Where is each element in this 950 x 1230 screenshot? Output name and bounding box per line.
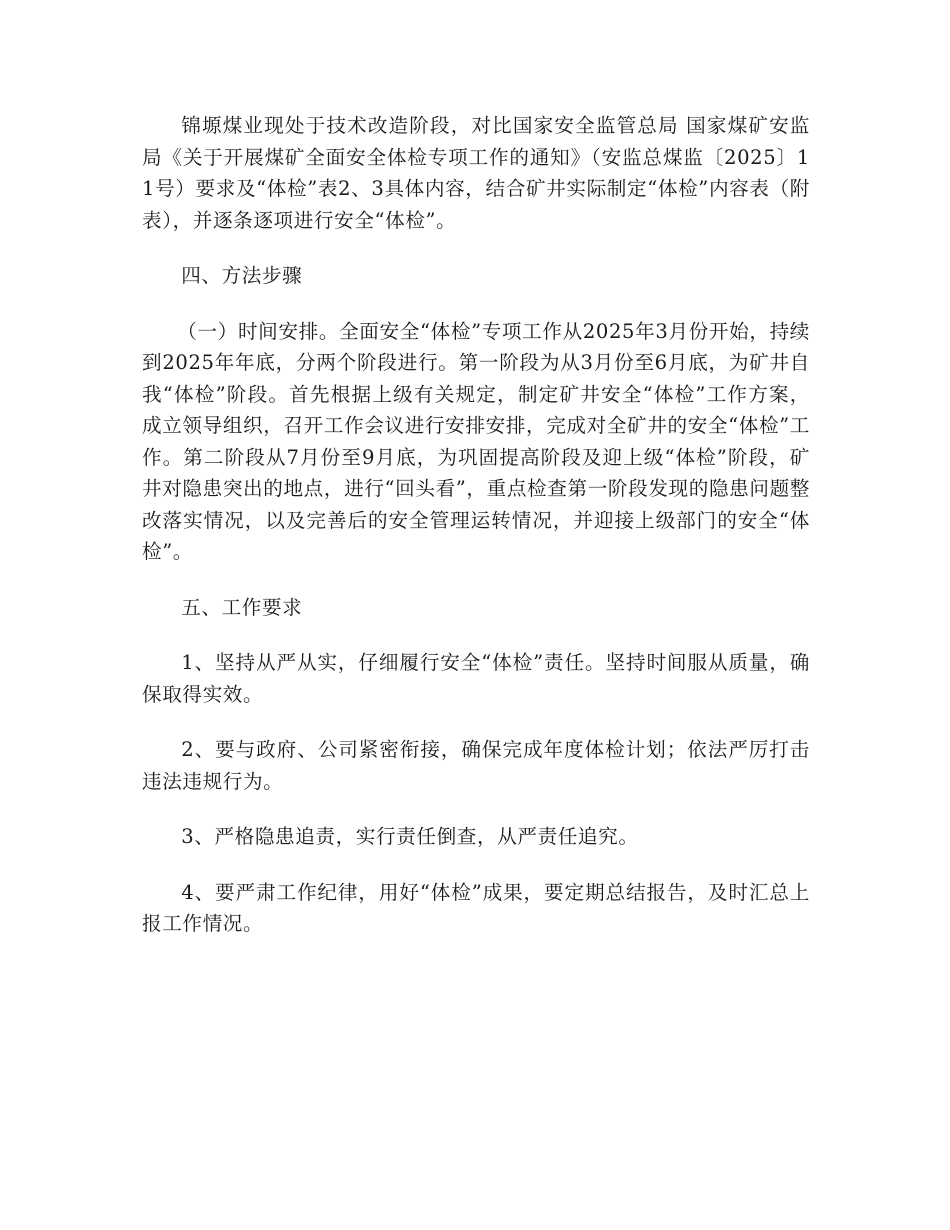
section-4-heading: 四、方法步骤 bbox=[181, 264, 303, 287]
requirement-3-paragraph: 3、严格隐患追责，实行责任倒查，从严责任追究。 bbox=[181, 825, 639, 848]
requirement-2-paragraph: 2、要与政府、公司紧密衔接，确保完成年度体检计划；依法严厉打击违法违规行为。 bbox=[142, 738, 810, 793]
section-5-heading: 五、工作要求 bbox=[181, 595, 303, 619]
requirement-1-paragraph: 1、坚持从严从实，仔细履行安全“体检”责任。坚持时间服从质量，确保取得实效。 bbox=[142, 651, 810, 706]
intro-paragraph: 锦塬煤业现处于技术改造阶段，对比国家安全监管总局 国家煤矿安监局《关于开展煤矿全面安全体检专项工作的通知》（安监总煤监〔2025〕11号）要求及“体检”表2、3具体内容，结合矿井实际制定“体检”内容表（附表），并逐条逐项进行安全“体检”。 bbox=[142, 114, 810, 232]
time-arrangement-paragraph: （一）时间安排。全面安全“体检”专项工作从2025年3月份开始，持续到2025年年底，分两个阶段进行。第一阶段为从3月份至6月底，为矿井自我“体检”阶段。首先根据上级有关规定，制定矿井安全“体检”工作方案，成立领导组织，召开工作会议进行安排安排，完成对全矿井的安全“体检”工作。第二阶段从7月份至9月底，为巩固提高阶段及迎上级“体检”阶段，矿井对隐患突出的地点，进行“回头看”，重点检查第一阶段发现的隐患问题整改落实情况，以及完善后的安全管理运转情况，并迎接上级部门的安全“体检”。 bbox=[142, 319, 810, 563]
requirement-4-paragraph: 4、要严肃工作纪律，用好“体检”成果，要定期总结报告，及时汇总上报工作情况。 bbox=[142, 880, 810, 935]
document-body bbox=[142, 110, 810, 940]
